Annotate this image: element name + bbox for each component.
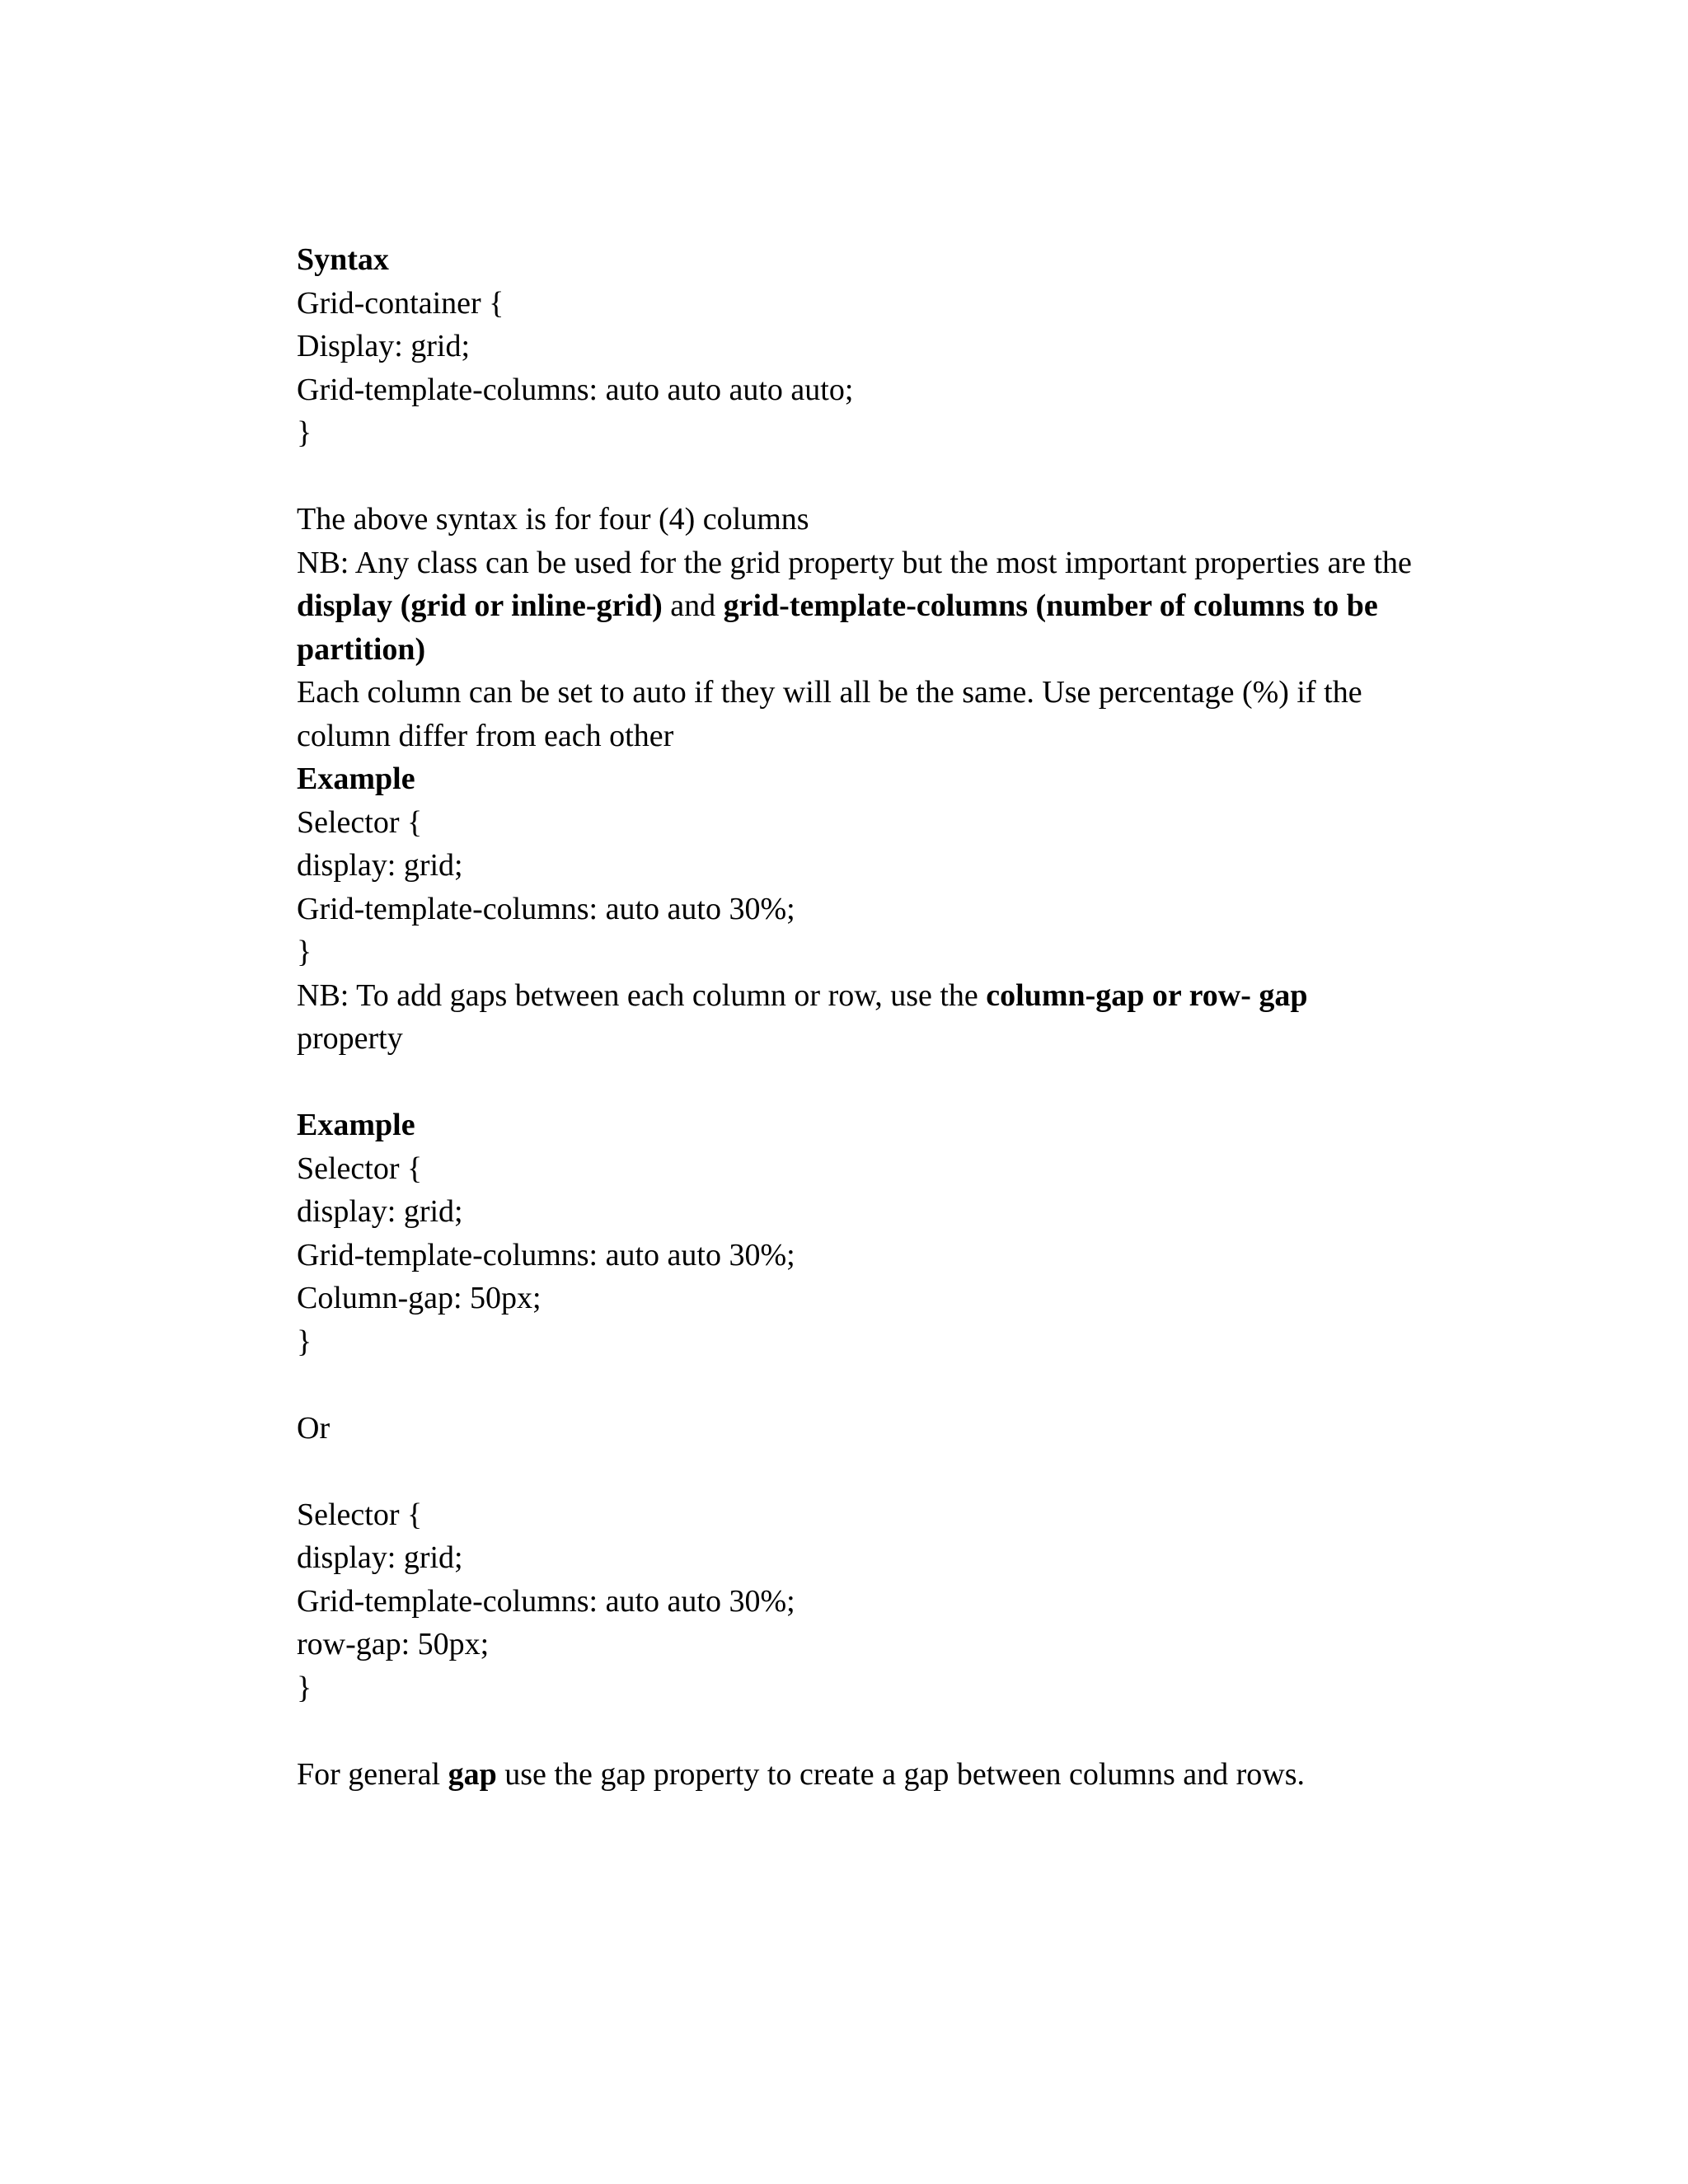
code-line: Grid-template-columns: auto auto 30%; [297, 1583, 795, 1619]
syntax-heading: Syntax [297, 242, 389, 277]
example-heading: Example [297, 1108, 415, 1142]
nb-bold-template-part2: partition) [297, 631, 426, 667]
code-line: } [297, 415, 312, 450]
code-line: Selector { [297, 1497, 423, 1532]
blank-line [297, 1061, 1484, 1104]
nb-bold-display: display (grid or inline-grid) [297, 588, 663, 623]
blank-line [297, 1363, 1484, 1407]
closing-suffix: use the gap property to create a gap between columns and rows. [496, 1756, 1306, 1792]
example-heading: Example [297, 762, 415, 796]
blank-line [297, 1709, 1484, 1753]
closing-sentence [297, 1753, 1484, 1797]
code-line: } [297, 935, 312, 969]
or-text: Or [297, 1410, 331, 1446]
each-column-text-line2: column differ from each other [297, 718, 674, 753]
nb-and-text: and [662, 588, 724, 623]
blank-line [297, 455, 1484, 499]
code-line: Display: grid; [297, 329, 471, 363]
code-line: display: grid; [297, 1194, 463, 1229]
code-line: Column-gap: 50px; [297, 1281, 542, 1315]
nb-note-prefix: NB: Any class can be used for the grid property but the most important properties are the [297, 545, 1412, 580]
nb-gap-note [297, 974, 1484, 1018]
code-line: row-gap: 50px; [297, 1627, 490, 1661]
nb-gap-prefix: NB: To add gaps between each column or row, use the [297, 977, 987, 1013]
closing-prefix: For general [297, 1756, 448, 1792]
blank-line [297, 1450, 1484, 1493]
code-line: Selector { [297, 804, 423, 840]
code-line: Selector { [297, 1151, 423, 1186]
code-line: display: grid; [297, 1540, 463, 1575]
document-body [297, 238, 1484, 1796]
closing-bold-gap: gap [448, 1756, 497, 1792]
nb-note-properties [297, 584, 1484, 628]
code-line: Grid-container { [297, 285, 504, 321]
nb-gap-suffix: property [297, 1021, 403, 1056]
code-line: Grid-template-columns: auto auto auto auto; [297, 372, 854, 407]
code-line: display: grid; [297, 848, 463, 883]
columns-intro-text: The above syntax is for four (4) columns [297, 502, 809, 537]
code-line: Grid-template-columns: auto auto 30%; [297, 1237, 795, 1272]
each-column-text-line1: Each column can be set to auto if they will all be the same. Use percentage (%) if the [297, 675, 1362, 710]
nb-gap-bold: column-gap or row- gap [986, 977, 1308, 1013]
code-line: } [297, 1670, 312, 1705]
code-line: } [297, 1324, 312, 1359]
nb-bold-template-part1: grid-template-columns (number of columns to be [723, 588, 1378, 623]
code-line: Grid-template-columns: auto auto 30%; [297, 891, 795, 926]
